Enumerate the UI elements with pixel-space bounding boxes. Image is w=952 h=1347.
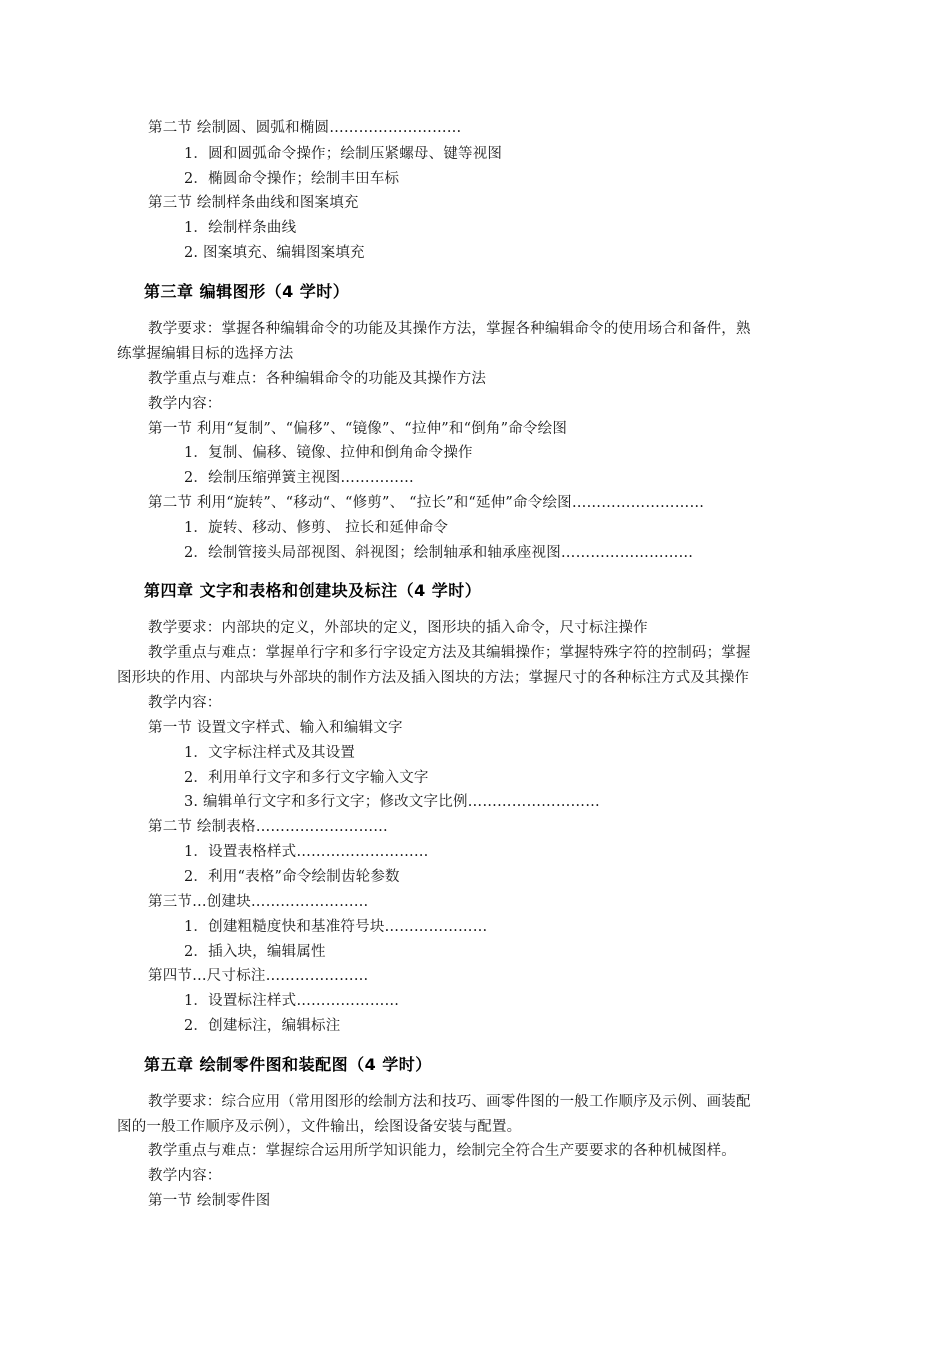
content-label: 教学内容： (148, 1168, 222, 1184)
paragraph-line: 教学要求：综合应用（常用图形的绘制方法和技巧、画零件图的一般工作顺序及示例、画装配 (148, 1094, 751, 1110)
section-title: 第一节 绘制零件图 (148, 1193, 271, 1209)
paragraph-line: 教学重点与难点：掌握综合运用所学知识能力，绘制完全符合生产要要求的各种机械图样。 (148, 1143, 736, 1159)
list-item: 1．创建粗糙度快和基准符号块………………… (184, 919, 488, 935)
section-title: 第二节 利用“旋转”、“移动“、“修剪”、 “拉长”和“延伸”命令绘图……………………… (148, 495, 705, 511)
list-item: 1．圆和圆弧命令操作；绘制压紧螺母、键等视图 (184, 146, 503, 162)
section-title: 第三节…创建块…………………… (148, 894, 369, 910)
section-title: 第二节 绘制表格……………………… (148, 819, 389, 835)
paragraph-line: 图的一般工作顺序及示例），文件输出，绘图设备安装与配置。 (117, 1119, 522, 1135)
chapter-heading: 第四章 文字和表格和创建块及标注（4 学时） (144, 581, 482, 600)
list-item: 2. 图案填充、编辑图案填充 (184, 245, 365, 261)
list-item: 2．利用单行文字和多行文字输入文字 (184, 770, 429, 786)
list-item: 2．绘制管接头局部视图、斜视图；绘制轴承和轴承座视图……………………… (184, 545, 694, 561)
list-item: 1．旋转、移动、修剪、 拉长和延伸命令 (184, 520, 449, 536)
list-item: 2．利用“表格”命令绘制齿轮参数 (184, 869, 400, 885)
list-item: 1．设置标注样式………………… (184, 993, 400, 1009)
paragraph-line: 教学要求：掌握各种编辑命令的功能及其操作方法，掌握各种编辑命令的使用场合和备件，熟 (148, 321, 751, 337)
paragraph-line: 练掌握编辑目标的选择方法 (117, 346, 294, 362)
list-item: 2．创建标注，编辑标注 (184, 1018, 341, 1034)
list-item: 1．文字标注样式及其设置 (184, 745, 356, 761)
content-label: 教学内容： (148, 695, 222, 711)
list-item: 3. 编辑单行文字和多行文字；修改文字比例……………………… (184, 794, 600, 810)
section-title: 第一节 设置文字样式、输入和编辑文字 (148, 720, 403, 736)
content-label: 教学内容： (148, 396, 222, 412)
list-item: 2．椭圆命令操作；绘制丰田车标 (184, 171, 400, 187)
paragraph-line: 教学要求：内部块的定义，外部块的定义，图形块的插入命令，尺寸标注操作 (148, 620, 648, 636)
paragraph-line: 教学重点与难点：掌握单行字和多行字设定方法及其编辑操作；掌握特殊字符的控制码；掌握 (148, 645, 751, 661)
paragraph-line: 图形块的作用、内部块与外部块的制作方法及插入图块的方法；掌握尺寸的各种标注方式及其操作 (117, 670, 750, 686)
list-item: 1．设置表格样式……………………… (184, 844, 429, 860)
list-item: 2．绘制压缩弹簧主视图…………… (184, 470, 414, 486)
chapter-heading: 第三章 编辑图形（4 学时） (144, 282, 350, 301)
list-item: 1．绘制样条曲线 (184, 220, 297, 236)
list-item: 1．复制、偏移、镜像、拉伸和倒角命令操作 (184, 445, 473, 461)
section-title: 第四节…尺寸标注………………… (148, 968, 369, 984)
section-title: 第二节 绘制圆、圆弧和椭圆……………………… (148, 120, 462, 136)
chapter-heading: 第五章 绘制零件图和装配图（4 学时） (144, 1055, 432, 1074)
paragraph-line: 教学重点与难点：各种编辑命令的功能及其操作方法 (148, 371, 487, 387)
section-title: 第三节 绘制样条曲线和图案填充 (148, 195, 359, 211)
list-item: 2．插入块，编辑属性 (184, 944, 326, 960)
section-title: 第一节 利用“复制”、“偏移”、“镜像”、“拉伸”和“倒角”命令绘图 (148, 421, 568, 437)
